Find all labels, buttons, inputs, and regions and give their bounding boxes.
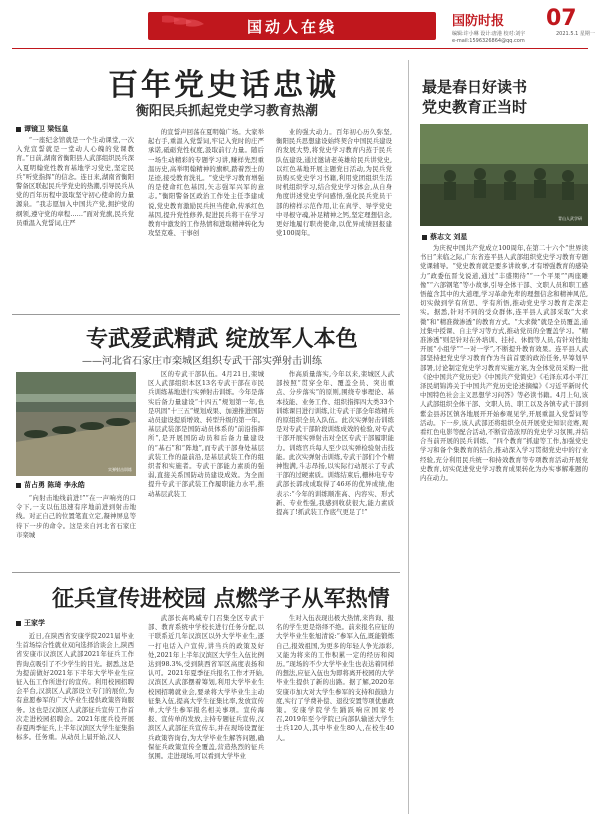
article2-column-2: 区的专武干部队伍。4月21日,栾城区人武部组织本区13名专武干部在市民兵训练基地进行实弹射击训练。今年是落实后备力量建设“十四五”规划第一年,也是巩固“十三五”规划成果、加速推进国防动员建设提质增效、转型升级的第一年。基层武装部是国防动员体系的“前沿指挥所”,是开展国防动员和后备力量建设的“基石”和“阵地”,而专武干部身处基层武装工作的最前沿,是基层武装工作的组织者和实施者。专武干部能力素质的强弱,直接关系国防动员建设成效。为全面提升专武干部武装工作履职能力水平,推动基层武装工	[148, 370, 264, 498]
article2-column-1: “向射击地线前进!”“在一声响亮的口令下,一支以伍迅速有序地前进到射击地线。对正自己的位置笔直立定,凝神屏息等待下一步的命令。这是来自河北省石家庄市栾城	[16, 494, 136, 539]
article2-title: 专武爱武精武 绽放军人本色	[86, 327, 358, 352]
article1-title: 百年党史话忠诚	[108, 68, 339, 103]
article2-byline: 苗占勇 陈琦 李永皓	[16, 480, 85, 490]
page-number: 07	[546, 6, 577, 31]
article3-title: 征兵宣传进校园 点燃学子从军热情	[52, 587, 390, 612]
article-divider-2	[12, 572, 400, 573]
article3-column-2: 武部长高鸣威专门召集全区专武干部、教育系统中学校长进行任务分配,以干联系近几年汉滨区以外大学毕业生,逐一打电话入户宣传,讲当兵的政策及好处,2021年上半年汉滨区大学生入伍比例达到98.3%,受到陕西省军区高度表扬和认可。2021年夏季征兵报名工作才开始,汉滨区人武部摆着筹划,利用大学毕业生校园招聘就业会,要录将大学毕业生主动征集入伍,提高大学生征集比率,发放宣传单,大学生参军报名相关事项。宣传海报、宣传单的发放,主持专题征兵宣传,汉滨区人武部征兵宣传车,并在现场设置征兵政策咨询台,为大学毕业生解答问题,确保征兵政策宣传全覆盖,营造热烈的征兵氛围。走进现场,可以看到大学毕业	[148, 614, 264, 761]
sidebar-title-1: 最是春日好读书	[422, 78, 528, 96]
sidebar-photo-caption: 青山人武学研	[558, 216, 582, 221]
sidebar-body: 为庆祝中国共产党成立100周年,在第二十六个“世界读书日”来临之际,广东省连平县人武部组织党史学习教育专题党课辅导。“党史教育就是要多讲故事,才有增强教育的感染力”政委伍晋戈说道,通过“丰盛期待”“一个平果”“两座雕像”“六部钢笔”等小故事,引导全体干部、文职人员和职工感悟蕴含其中的大道理,学习革命先辈的理想信念和精神风范,切实做到学有所思、学有所悟,推动党史学习教育走深走实。据悉,针对不同的受众群体,连平县人武部采取“大求微”和“精准微渗透”的教育方式。“大求微”就是全员覆盖,通过集中授课、自主学习等方式,推动党员的全覆盖学习。“精准渗透”则是针对在外培训、挂村、休假等人员,有针对性地开展“小组学”“一对一学”,不断提升教育效果。连平县人武部坚持把党史学习教育作为当前首要的政治任务,早筹划早部署,讨论制定党史学习教育实施方案,为全体党员采购一批《论中国共产党历史》《中国共产党简史》《毛泽东邓小平江泽民胡锦涛关于中国共产党历史论述摘编》《习近平新时代中国特色社会主义思想学习问答》等必读书籍。4月上旬,该人武部组织全体干部、文职人员、职工以及各镇专武干部到紫金县苏区镇各地展开开始参观见学,开展重温入党誓词等活动。下一步,该人武部还将组织全员开展党史知识竞赛,观看红色电影等配合活动,不断营造浓厚的党史学习氛围,并结合当前开展的民兵训练、“四个教育”抓建等工作,加强党史学习和备个集教育的结合,推动深入学习贯彻党史中的行业经验,充分利用民兵统一和持效教育等专项教育活动开展党史教育,切实促进党史学习教育成果转化为办实事解难题的内在动力。	[420, 244, 588, 483]
header-rule	[12, 48, 588, 49]
article2-photo	[16, 372, 136, 476]
column-divider	[408, 60, 409, 814]
shooting-range-image	[16, 372, 136, 476]
article3-column-1: 近日,在陕西省安康学院2021届毕业生首场综合性就业双向选择洽谈会上,陕西省安康市汉滨区人武部2021年征兵工作咨询点吸引了不少学生的目光。据悉,这是为提前做好2021年下半年大学毕业生应征入伍工作所进行的宣传。利用校园招聘会平台,汉滨区人武部设立专门的展位,为有意愿参军的广大毕业生提供政策咨询服务。这也是汉滨区人武部征兵宣传工作首次走进校园招聘会。2021年度兵役开展春夏两季征兵,上半年汉滨区大学生征集指标多。任务重。从动员上届开始,汉人	[16, 632, 134, 742]
section-title: 国动人在线	[246, 17, 337, 36]
page-header	[0, 0, 600, 48]
article2-photo-caption: 实弹射击训练	[108, 467, 132, 472]
email-line: e-mail:1596326864@qq.com	[452, 38, 525, 44]
article1-column-2: 的宣誓声回荡在夏明翰广场。大家举起右手,重温入党誓词,牢记入党时的庄严承诺,砥砺党性权度,汲取前行力量。随后一场生动精彩的专题学习讲,赚样先烈重温历史,高举明翰精神的旗帜,踏着烈士的足迹,接受教育洗礼。“党史学习教育增强的是使命红色基因,矢志强军兴军的意志。”衡阳警备区政治工作处主任李建成说,党史教育激励民兵担当使命,传承红色基因,提升党性修养,促进民兵将干在学习教育中激发的工作热情和进取精神转化为攻坚克难、干事创	[148, 128, 264, 238]
article2-column-3: 作高质量落实,今年以来,栾城区人武部按照“贯穿全年、覆盖全员、突出重点、分步落实”的原则,围绕专事理论、基本技能、业务工作、组织指挥四大类33个训练课目进行训练,让专武干部全年练精兵的原组织全员入队伍。此次实弹射击训练是对专武干部阶段训练成效的检验,对专武干部开展实弹射击对全区专武干部履职能力。训练官兵每人至少以实弹检验射击技能。此次实弹射击训练,专武干部们个个精神饱满,斗志昂扬,以实际行动展示了专武干部的过硬素质。训练结束后,栅林电专专武部长郭戌成取得了46环的优异成绩,他表示:“今年的训练顺准高、内容实、形式新、专业性强,我感到收获很大,能力素质提高了!抓武装工作底气更足了!”	[276, 370, 394, 517]
sidebar-byline: 蔡志文 刘星	[422, 232, 467, 242]
editor-line: 编辑:许小琳 设计:唐港 校对:刘宇	[452, 31, 526, 37]
reading-group-image	[420, 124, 588, 226]
issue-date: 2021.5.1 星期一	[556, 31, 595, 37]
byline-marker-icon	[422, 235, 427, 240]
newspaper-brand: 国防时报	[452, 14, 505, 29]
byline-marker-icon	[16, 621, 21, 626]
article-divider-1	[12, 314, 400, 315]
article3-byline: 王家学	[16, 618, 45, 628]
section-banner	[148, 12, 436, 40]
article1-subtitle: 衡阳民兵抓起党史学习教育热潮	[136, 104, 319, 119]
article1-column-3: 业的强大动力。百年初心历久弥坚,衡阳民兵思想建设始终契合中国民兵建设的发展大势,将党史学习教育内蒸于民兵队伍建设,通过邀请老英雄给民兵讲党史,以红色基地开展主题党日活动,为民兵党员购买党史学习书籍,利用党团组织生活时机组织学习,结合党史学习体会,从自身角度讲述党史学问感悟,强化民兵党员干部的榜样示范作用,让在真学、导学党史中寻根守魂,补足精神之钙,坚定理想信念,更好地履行职责使命,以优异成绩回报建党100周年。	[276, 128, 392, 238]
flags-icon	[158, 14, 218, 38]
article3-column-3: 生对入伍表现出极大热情,来咨询、报名的学生更是络绎不绝。前来报名应征的大学毕业生张旭清说:“参军入伍,既能锻炼自己,报效祖国,为更多的年轻人争光添彩,又能为将来的工作积累一定的经历和阅历。”现场的不少大学毕业生也表达着同样的想法,应征入伍也为即将离开校园的大学毕业生提供了新的出路。据了解,2020年安康市加大对大学生参军的支持和鼓励力度,实行了学费补偿、退役安置等项优惠政策。安康学院学生踊跃响应国家号召,2019年至今学院已向部队输送大学生士兵120人,其中毕业生80人,在校生40人。	[276, 614, 394, 742]
article1-column-1: “一座纪念馆就是一个生动课堂,一次入党宣誓就是一堂动人心魄的党课教育。”日前,湖南省衡阳县人武部组织民兵深入夏明翰党性教育基地学习党史,坚定民兵“听党指挥”的信念。连日来,湖南省衡阳警备区联起民兵学党史的热潮,引导民兵从党的百年历程中汲取坚守初心使命的力量源泉。“我志愿加入中国共产党,拥护党的纲领,遵守党的章程……”面对党旗,民兵党员重温入党誓词,庄严	[16, 136, 134, 227]
article1-byline: 谭镜卫 梁钰皇	[16, 124, 68, 134]
byline-marker-icon	[16, 127, 21, 132]
sidebar-photo	[420, 124, 588, 226]
byline-marker-icon	[16, 483, 21, 488]
article2-subtitle: ——河北省石家庄市栾城区组织专武干部实弹射击训练	[82, 356, 322, 367]
sidebar-title-2: 党史教育正当时	[422, 98, 528, 116]
